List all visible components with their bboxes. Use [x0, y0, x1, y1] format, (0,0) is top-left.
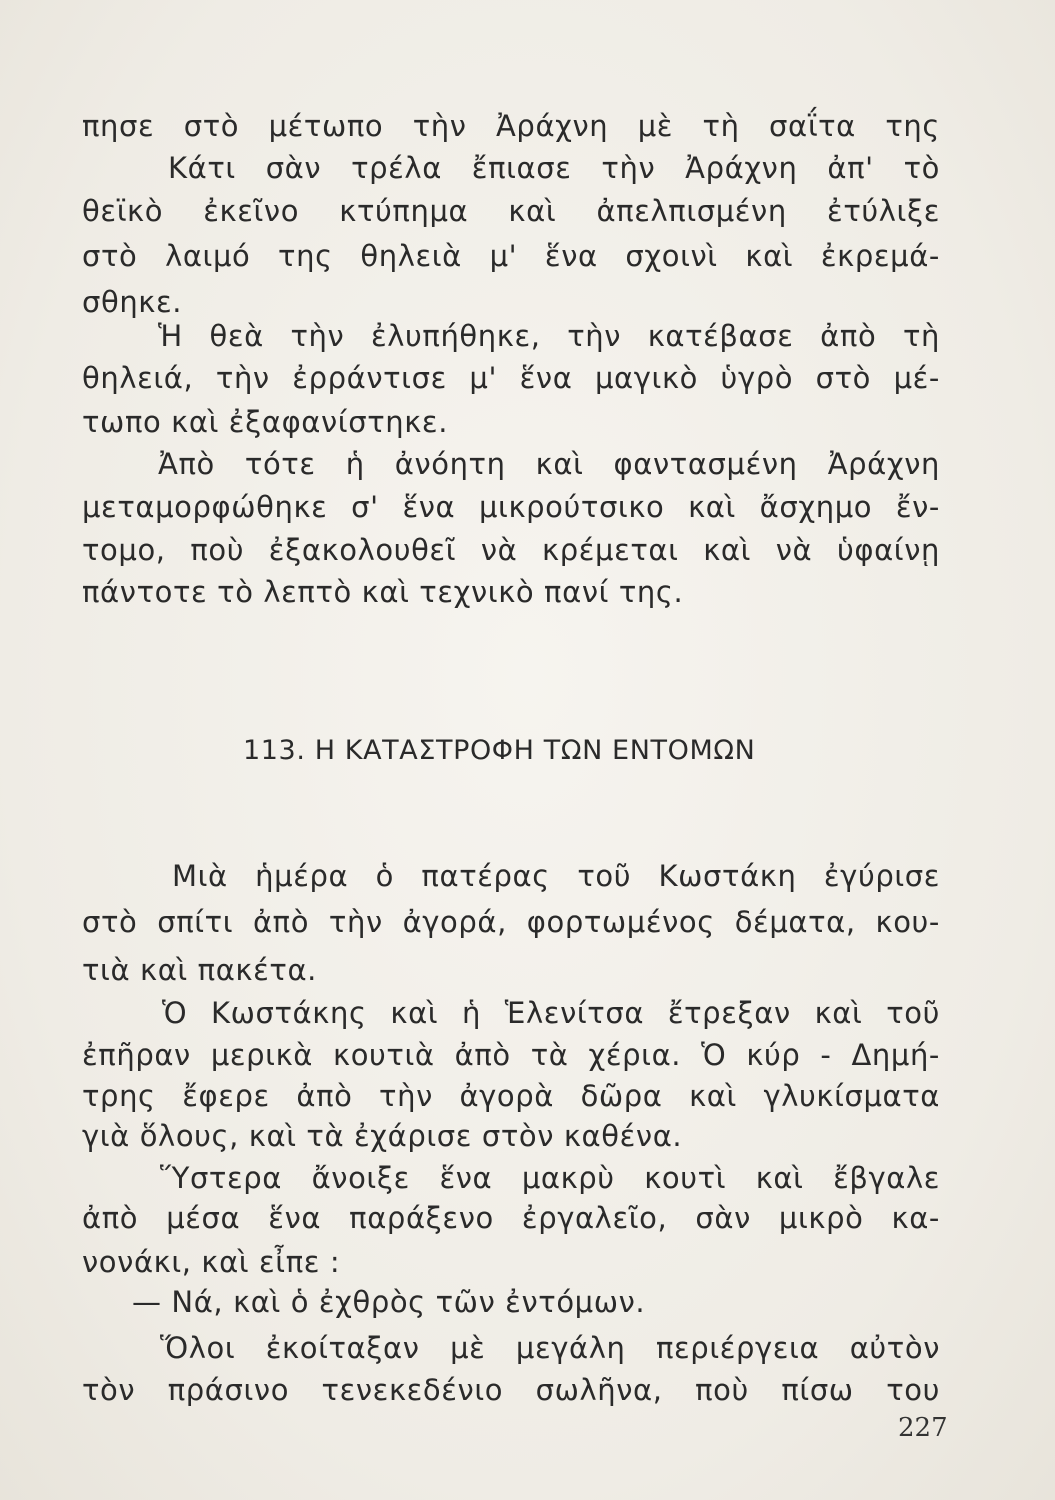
text-line: Ὅλοι ἐκοίταξαν μὲ μεγάλη περιέργεια αὐτὸν	[160, 1331, 940, 1365]
text-line: θεϊκὸ ἐκεῖνο κτύπημα καὶ ἀπελπισμένη ἐτύλιξε	[82, 194, 940, 228]
text-line: Ὕστερα ἄνοιξε ἕνα μακρὺ κουτὶ καὶ ἔβγαλε	[160, 1161, 940, 1195]
text-line: Ἡ θεὰ τὴν ἐλυπήθηκε, τὴν κατέβασε ἀπὸ τὴ	[158, 319, 940, 353]
section-heading: 113. Η ΚΑΤΑΣΤΡΟΦΗ ΤΩΝ ΕΝΤΟΜΩΝ	[243, 735, 756, 766]
text-line: πησε στὸ μέτωπο τὴν Ἀράχνη μὲ τὴ σαΐτα της	[82, 109, 940, 143]
text-line: τωπο καὶ ἐξαφανίστηκε.	[82, 405, 449, 439]
text-line: γιὰ ὅλους, καὶ τὰ ἐχάρισε στὸν καθένα.	[82, 1119, 683, 1153]
text-line: πάντοτε τὸ λεπτὸ καὶ τεχνικὸ πανί της.	[82, 575, 684, 609]
text-line: μεταμορφώθηκε σ' ἕνα μικρούτσικο καὶ ἄσχημο ἔν-	[82, 490, 940, 524]
text-line: — Νά, καὶ ὁ ἐχθρὸς τῶν ἐντόμων.	[132, 1285, 646, 1319]
text-line: ἐπῆραν μερικὰ κουτιὰ ἀπὸ τὰ χέρια. Ὁ κύρ - Δημή-	[82, 1038, 940, 1072]
text-line: νονάκι, καὶ εἶπε :	[82, 1245, 341, 1279]
text-line: τιὰ καὶ πακέτα.	[82, 953, 317, 987]
text-line: σθηκε.	[82, 285, 183, 319]
text-line: τὸν πράσινο τενεκεδένιο σωλῆνα, ποὺ πίσω του	[82, 1373, 940, 1407]
page-number: 227	[898, 1413, 948, 1443]
text-line: Κάτι σὰν τρέλα ἔπιασε τὴν Ἀράχνη ἀπ' τὸ	[168, 151, 940, 185]
text-line: θηλειά, τὴν ἐρράντισε μ' ἕνα μαγικὸ ὑγρὸ στὸ μέ-	[82, 361, 940, 395]
text-line: τρης ἔφερε ἀπὸ τὴν ἀγορὰ δῶρα καὶ γλυκίσματα	[82, 1079, 940, 1113]
text-line: Μιὰ ἡμέρα ὁ πατέρας τοῦ Κωστάκη ἐγύρισε	[172, 859, 940, 893]
text-line: στὸ λαιμό της θηλειὰ μ' ἕνα σχοινὶ καὶ ἐκρεμά-	[82, 239, 940, 273]
text-line: Ἀπὸ τότε ἡ ἀνόητη καὶ φαντασμένη Ἀράχνη	[158, 447, 940, 481]
text-line: στὸ σπίτι ἀπὸ τὴν ἀγορά, φορτωμένος δέματα, κου-	[82, 905, 940, 939]
text-line: τομο, ποὺ ἐξακολουθεῖ νὰ κρέμεται καὶ νὰ ὑφαίνῃ	[82, 533, 940, 567]
text-line: ἀπὸ μέσα ἕνα παράξενο ἐργαλεῖο, σὰν μικρὸ κα-	[82, 1201, 940, 1235]
text-line: Ὁ Κωστάκης καὶ ἡ Ἑλενίτσα ἔτρεξαν καὶ τοῦ	[162, 996, 940, 1030]
